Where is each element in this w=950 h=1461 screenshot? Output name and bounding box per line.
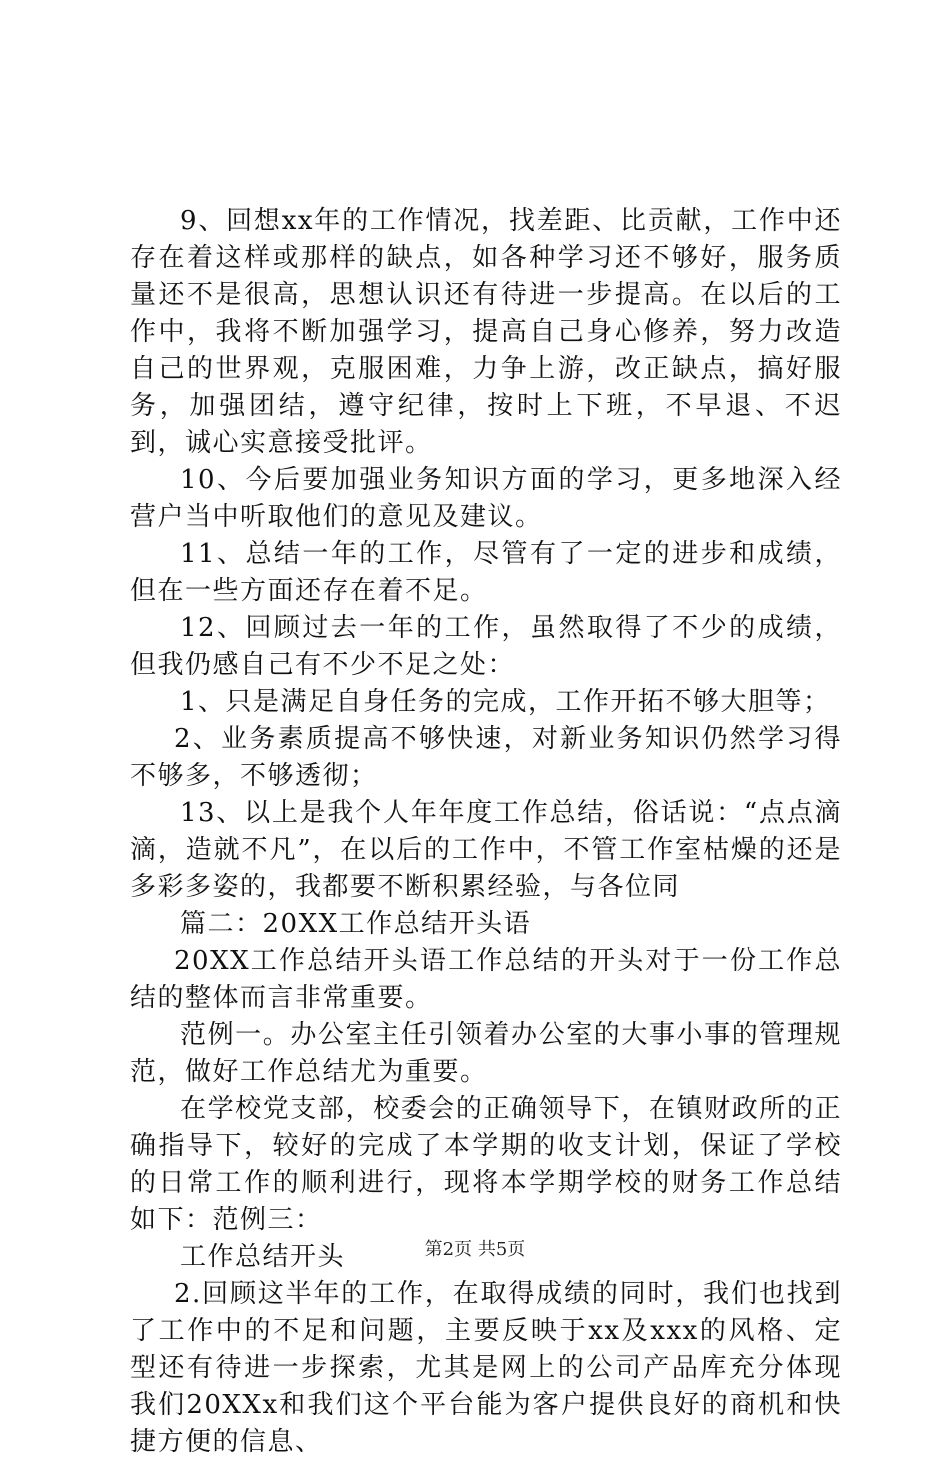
example-one-paragraph: 范例一。办公室主任引领着办公室的大事小事的管理规范，做好工作总结尤为重要。 bbox=[130, 1020, 842, 1087]
paragraph-item-11: 11、总结一年的工作，尽管有了一定的进步和成绩，但在一些方面还存在着不足。 bbox=[130, 539, 842, 606]
paragraph-item-10: 10、今后要加强业务知识方面的学习，更多地深入经营户当中听取他们的意见及建议。 bbox=[130, 465, 842, 532]
review-paragraph: 2.回顾这半年的工作，在取得成绩的同时，我们也找到了工作中的不足和问题，主要反映于xx及xxx的风格、定型还有待进一步探索，尤其是网上的公司产品库充分体现我们20XXx和我们这个平台能为客户提供良好的商机和快捷方便的信息、 bbox=[130, 1279, 842, 1457]
school-finance-paragraph: 在学校党支部，校委会的正确领导下，在镇财政所的正确指导下，较好的完成了本学期的收支计划，保证了学校的日常工作的顺利进行，现将本学期学校的财务工作总结如下：范例三： bbox=[130, 1094, 842, 1235]
sub-item-1: 1、只是满足自身任务的完成，工作开拓不够大胆等； bbox=[180, 687, 831, 717]
page-number-footer: 第2页 共5页 bbox=[424, 1239, 526, 1260]
section-heading: 篇二：20XX工作总结开头语 bbox=[180, 909, 532, 939]
document-body bbox=[130, 203, 842, 1461]
paragraph-item-9: 9、回想xx年的工作情况，找差距、比贡献，工作中还存在着这样或那样的缺点，如各种学习还不够好，服务质量还不是很高，思想认识还有待进一步提高。在以后的工作中，我将不断加强学习，提高自己身心修养，努力改造自己的世界观，克服困难，力争上游，改正缺点，搞好服务，加强团结，遵守纪律，按时上下班，不早退、不迟到，诚心实意接受批评。 bbox=[130, 206, 842, 458]
intro-paragraph: 20XX工作总结开头语工作总结的开头对于一份工作总结的整体而言非常重要。 bbox=[130, 946, 842, 1013]
paragraph-item-12: 12、回顾过去一年的工作，虽然取得了不少的成绩，但我仍感自己有不少不足之处： bbox=[130, 613, 842, 680]
subheading: 工作总结开头 bbox=[180, 1242, 346, 1272]
paragraph-item-13: 13、以上是我个人年年度工作总结，俗话说：“点点滴滴，造就不凡”，在以后的工作中，不管工作室枯燥的还是多彩多姿的，我都要不断积累经验，与各位同 bbox=[130, 798, 842, 902]
sub-item-2: 2、业务素质提高不够快速，对新业务知识仍然学习得不够多，不够透彻； bbox=[130, 724, 842, 791]
